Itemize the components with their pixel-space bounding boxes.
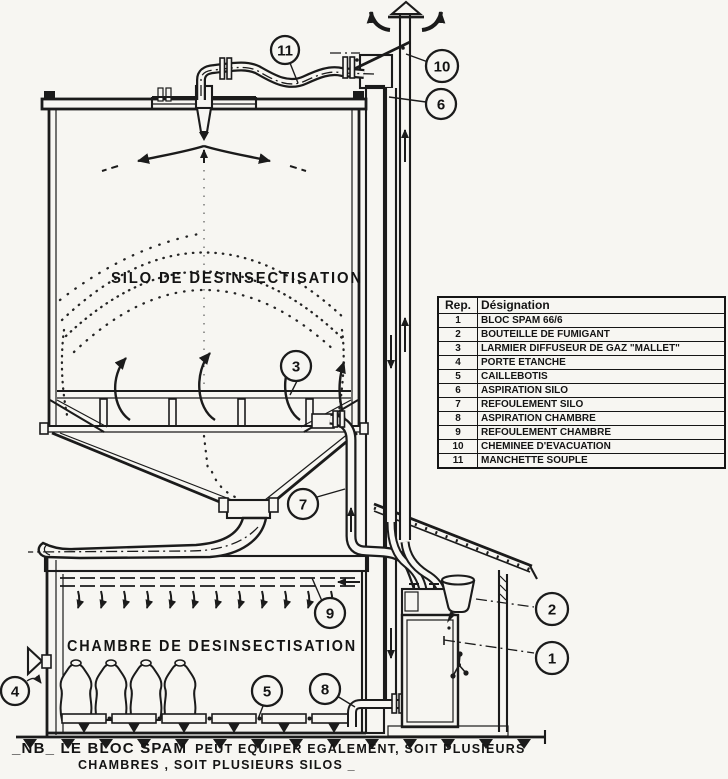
callout-5 bbox=[252, 676, 282, 706]
legend-row bbox=[438, 342, 725, 356]
legend-row bbox=[438, 426, 725, 440]
legend-rep: 11 bbox=[438, 454, 478, 469]
svg-text:2: 2 bbox=[547, 601, 557, 619]
block-body bbox=[402, 615, 458, 727]
floor-grating bbox=[62, 714, 356, 733]
legend-header bbox=[438, 297, 725, 314]
legend-designation: REFOULEMENT CHAMBRE bbox=[478, 426, 726, 440]
svg-text:9: 9 bbox=[325, 605, 335, 623]
gas-down-arrows bbox=[78, 591, 332, 608]
svg-text:11: 11 bbox=[277, 42, 293, 60]
legend-rep: 2 bbox=[438, 328, 478, 342]
legend-row bbox=[438, 384, 725, 398]
legend-header-rep: Rep. bbox=[438, 297, 478, 314]
legend-row bbox=[438, 370, 725, 384]
legend-row bbox=[438, 356, 725, 370]
legend-table bbox=[437, 296, 726, 469]
svg-text:8: 8 bbox=[320, 681, 330, 699]
legend-row bbox=[438, 454, 725, 469]
callout-9 bbox=[315, 598, 345, 628]
legend-designation: ASPIRATION CHAMBRE bbox=[478, 412, 726, 426]
legend-rep: 6 bbox=[438, 384, 478, 398]
legend-rep: 1 bbox=[438, 314, 478, 328]
callout-4 bbox=[1, 677, 29, 705]
nb-note-line1: _NB_ LE BLOC SPAM PEUT EQUIPER EGALEMENT, SOIT PLUSIEURS bbox=[12, 740, 526, 757]
legend-rep: 7 bbox=[438, 398, 478, 412]
legend-designation: LARMIER DIFFUSEUR DE GAZ "MALLET" bbox=[478, 342, 726, 356]
legend-designation: BLOC SPAM 66/6 bbox=[478, 314, 726, 328]
legend-row bbox=[438, 440, 725, 454]
aspiration-duct bbox=[386, 88, 396, 704]
callout-3 bbox=[281, 351, 311, 381]
legend-rep: 3 bbox=[438, 342, 478, 356]
legend-row bbox=[438, 412, 725, 426]
callout-1 bbox=[536, 642, 568, 674]
legend-designation: CHEMINEE D'EVACUATION bbox=[478, 440, 726, 454]
legend-rep: 5 bbox=[438, 370, 478, 384]
chimney-duct bbox=[400, 12, 410, 540]
spam-block bbox=[402, 576, 474, 728]
legend-header-designation: Désignation bbox=[478, 297, 726, 314]
legend-row bbox=[438, 398, 725, 412]
svg-text:5: 5 bbox=[262, 683, 272, 701]
chamber-suction-pipe bbox=[352, 694, 406, 727]
legend-designation: MANCHETTE SOUPLE bbox=[478, 454, 726, 469]
legend-designation: REFOULEMENT SILO bbox=[478, 398, 726, 412]
legend-designation: BOUTEILLE DE FUMIGANT bbox=[478, 328, 726, 342]
legend-row bbox=[438, 314, 725, 328]
legend-rep: 10 bbox=[438, 440, 478, 454]
svg-text:4: 4 bbox=[10, 683, 20, 701]
svg-text:1: 1 bbox=[547, 650, 557, 668]
callout-11 bbox=[271, 36, 299, 64]
grain-sacks bbox=[61, 660, 196, 720]
callout-7 bbox=[288, 489, 318, 519]
nb-note-line2: CHAMBRES , SOIT PLUSIEURS SILOS _ bbox=[78, 758, 356, 772]
callout-2 bbox=[536, 593, 568, 625]
legend-designation: CAILLEBOTIS bbox=[478, 370, 726, 384]
chamber-label: CHAMBRE DE DESINSECTISATION bbox=[67, 638, 357, 655]
legend-row bbox=[438, 328, 725, 342]
legend-designation: ASPIRATION SILO bbox=[478, 384, 726, 398]
legend-rep: 8 bbox=[438, 412, 478, 426]
discharge-spout bbox=[28, 518, 266, 558]
callout-6 bbox=[426, 89, 456, 119]
callout-10 bbox=[426, 50, 458, 82]
legend-rep: 4 bbox=[438, 356, 478, 370]
legend-rep: 9 bbox=[438, 426, 478, 440]
svg-text:3: 3 bbox=[291, 358, 301, 376]
callout-8 bbox=[310, 674, 340, 704]
svg-text:7: 7 bbox=[298, 496, 308, 514]
duct-to-block-tubes bbox=[391, 522, 441, 591]
silo-label: SILO DE DESINSECTISATION bbox=[111, 270, 363, 287]
silo bbox=[28, 86, 368, 558]
legend-designation: PORTE ETANCHE bbox=[478, 356, 726, 370]
svg-text:6: 6 bbox=[436, 96, 446, 114]
svg-text:10: 10 bbox=[433, 58, 451, 76]
